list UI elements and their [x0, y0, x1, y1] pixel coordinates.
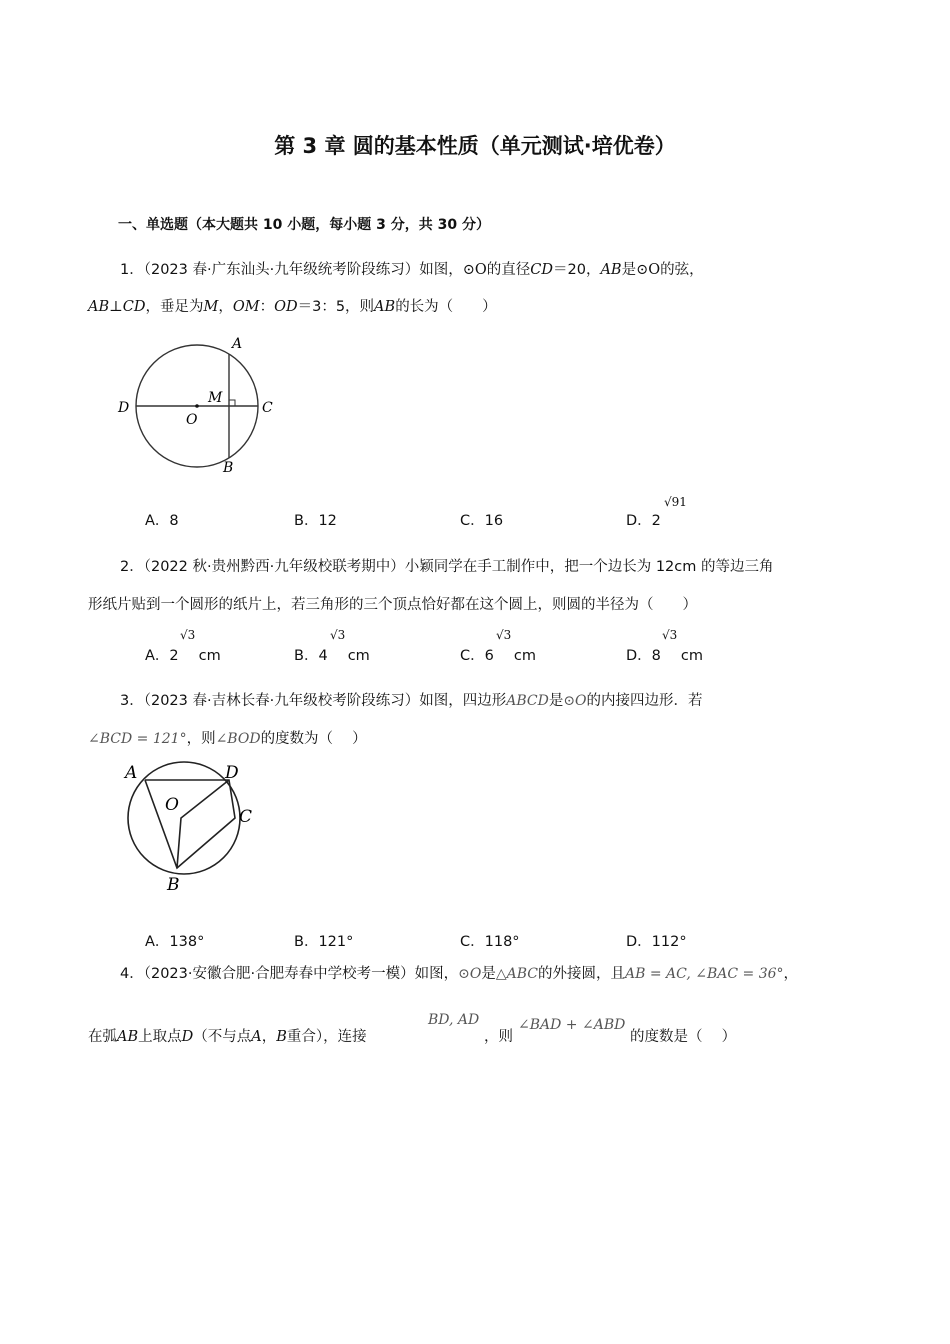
question-number: 4．	[120, 966, 144, 982]
q2-option-c-radical: √3	[496, 628, 512, 642]
radii-ob-od	[177, 780, 229, 868]
q4-question-end: 的度数是（ ）	[630, 1029, 737, 1045]
question-4-line-2-left: 在弧AB上取点D（不与点A，B重合），连接	[88, 1029, 367, 1045]
q4-comma-then: ，则	[484, 1029, 513, 1045]
label-d: D	[118, 400, 130, 416]
label-c: C	[262, 400, 273, 416]
q1-option-a[interactable]: A．8	[145, 513, 179, 529]
q1-option-d-radical: √91	[664, 495, 687, 509]
q2-option-b[interactable]: B．4 cm	[294, 648, 370, 664]
q2-option-d[interactable]: D．8 cm	[626, 648, 703, 664]
question-number: 2．	[120, 559, 144, 575]
question-1-figure	[110, 330, 290, 480]
label-a: A	[232, 336, 243, 352]
q3-option-b[interactable]: B．121°	[294, 934, 354, 950]
question-number: 3．	[120, 693, 144, 709]
q1-option-d[interactable]: D．2	[626, 513, 661, 529]
center-point	[195, 404, 199, 408]
question-2-line-2: 形纸片贴到一个圆形的纸片上，若三角形的三个顶点恰好都在这个圆上，则圆的半径为（ ）	[88, 597, 697, 613]
question-3-figure	[115, 758, 265, 898]
q2-option-a-radical: √3	[180, 628, 196, 642]
section-heading: 一、单选题（本大题共 10 小题，每小题 3 分，共 30 分）	[118, 217, 490, 233]
question-3-line-1: 3．（2023 春·吉林长春·九年级校考阶段练习）如图，四边形ABCD是⊙O的内接四边形．若	[120, 693, 703, 709]
label-o: O	[165, 795, 179, 815]
q3-option-a[interactable]: A．138°	[145, 934, 205, 950]
q2-option-c[interactable]: C．6 cm	[460, 648, 536, 664]
question-2-line-1: 2．（2022 秋·贵州黔西·九年级校联考期中）小颖同学在手工制作中，把一个边长为 12cm 的等边三角	[120, 559, 774, 575]
label-d: D	[225, 763, 239, 783]
q1-option-c[interactable]: C．16	[460, 513, 504, 529]
q4-segments-bd-ad: BD, AD	[428, 1012, 480, 1028]
q2-option-d-radical: √3	[662, 628, 678, 642]
question-3-line-2: ∠BCD = 121°，则∠BOD的度数为（ ）	[88, 731, 367, 747]
circle-o	[128, 762, 240, 874]
question-1-line-2: AB⊥CD，垂足为M，OM：OD＝3：5，则AB的长为（ ）	[88, 299, 497, 315]
q2-option-b-radical: √3	[330, 628, 346, 642]
label-c: C	[239, 807, 253, 827]
q1-option-b[interactable]: B．12	[294, 513, 337, 529]
label-b: B	[167, 875, 180, 895]
q3-option-d[interactable]: D．112°	[626, 934, 687, 950]
question-number: 1．	[120, 262, 144, 278]
label-b: B	[223, 460, 234, 476]
quadrilateral-abcd	[145, 780, 235, 868]
q3-option-c[interactable]: C．118°	[460, 934, 520, 950]
right-angle-mark	[229, 400, 235, 406]
q4-angle-sum: ∠BAD + ∠ABD	[518, 1017, 626, 1033]
label-a: A	[125, 763, 138, 783]
q2-option-a[interactable]: A．2 cm	[145, 648, 221, 664]
question-1-line-1: 1．（2023 春·广东汕头·九年级统考阶段练习）如图，⊙O的直径CD＝20，AB是⊙O的弦，	[120, 262, 704, 278]
page-title: 第 3 章 圆的基本性质（单元测试·培优卷）	[274, 134, 676, 158]
question-4-line-1: 4．（2023·安徽合肥·合肥寿春中学校考一模）如图，⊙O是△ABC的外接圆，且AB = AC, ∠BAC = 36°，	[120, 966, 799, 982]
label-m: M	[208, 390, 223, 406]
label-o: O	[186, 412, 198, 428]
